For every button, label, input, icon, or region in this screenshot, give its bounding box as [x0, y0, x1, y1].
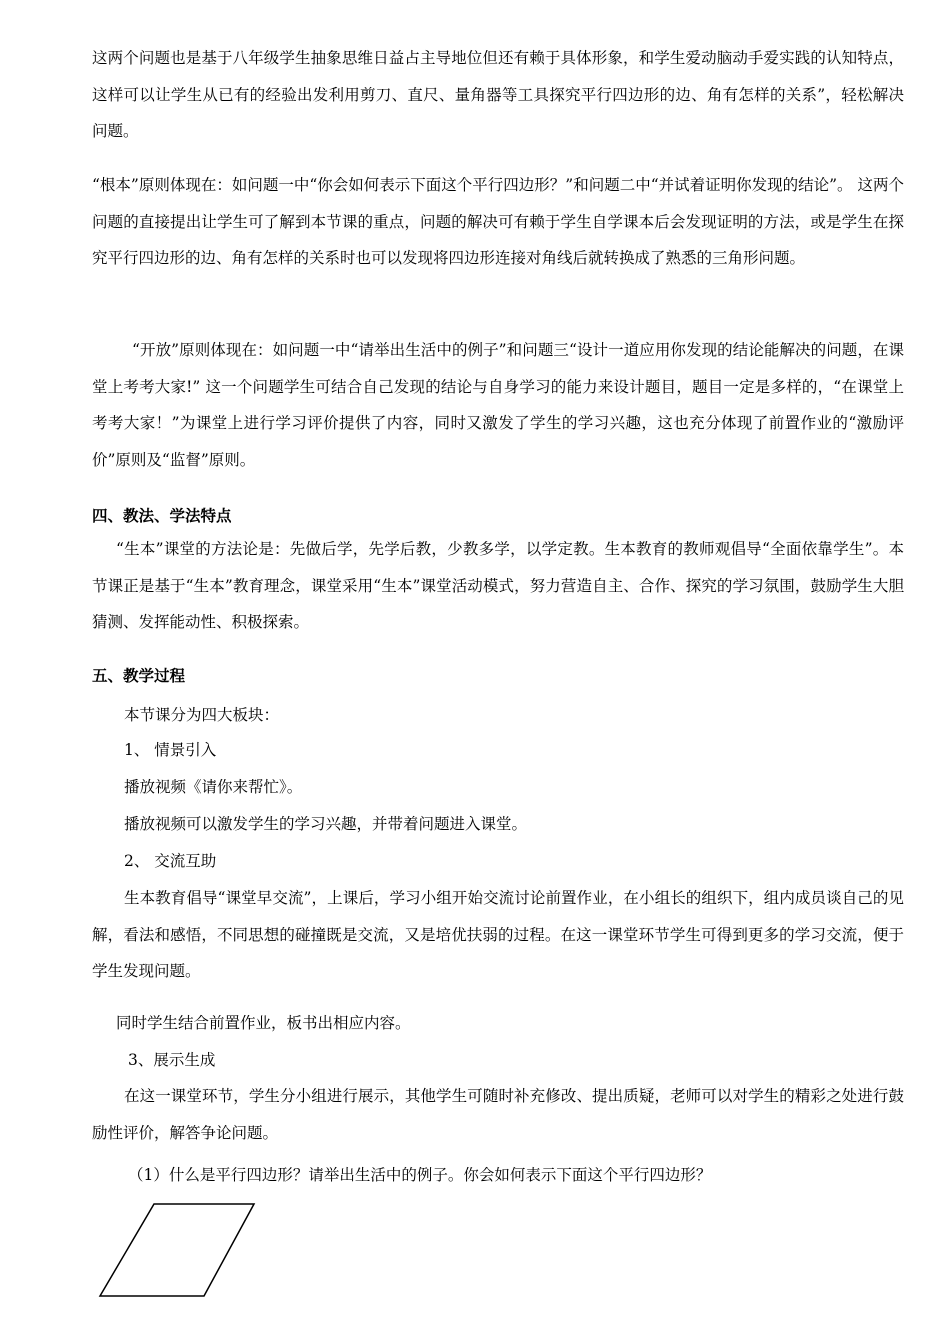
step-2-heading: 2、 交流互助 — [124, 852, 217, 870]
paragraph-student-centered-method: “生本”课堂的方法论是：先做后学，先学后教，少教多学，以学定教。生本教育的教师观倡导“全面依靠学生”。本节课正是基于“生本”教育理念，课堂采用“生本”课堂活动模式，努力营造自主、合作、探究的学习氛围，鼓励学生大胆猜测、发挥能动性、积极探索。 — [92, 540, 904, 631]
paragraph-fundamental-principle: “根本”原则体现在：如问题一中“你会如何表示下面这个平行四边形？”和问题二中“并试着证明你发现的结论”。 这两个问题的直接提出让学生可了解到本节课的重点，问题的解决可有赖于学生自学课本后会发现证明的方法，或是学生在探究平行四边形的边、角有怎样的关系时也可以发现将四边形连接对角线后就转换成了熟悉的三角形问题。 — [92, 176, 904, 267]
section-heading-teaching-process: 五、教学过程 — [92, 667, 186, 685]
parallelogram-shape — [100, 1204, 254, 1296]
paragraph-cognitive-features: 这两个问题也是基于八年级学生抽象思维日益占主导地位但还有赖于具体形象，和学生爱动脑动手爱实践的认知特点，这样可以让学生从已有的经验出发利用剪刀、直尺、量角器等工具探究平行四边形的边、角有怎样的关系”，轻松解决问题。 — [92, 49, 904, 140]
blackboard-line: 同时学生结合前置作业，板书出相应内容。 — [116, 1014, 411, 1032]
parallelogram-figure — [96, 1200, 260, 1302]
step-1-heading: 1、 情景引入 — [124, 741, 217, 759]
intro-line: 本节课分为四大板块： — [124, 706, 280, 724]
video-line: 播放视频《请你来帮忙》。 — [124, 778, 303, 796]
paragraph-early-exchange: 生本教育倡导“课堂早交流”，上课后，学习小组开始交流讨论前置作业，在小组长的组织下，组内成员谈自己的见解，看法和感悟，不同思想的碰撞既是交流，又是培优扶弱的过程。在这一课堂环节学生可得到更多的学习交流，便于学生发现问题。 — [92, 889, 904, 980]
paragraph-open-principle: “开放”原则体现在：如问题一中“请举出生活中的例子”和问题三“设计一道应用你发现的结论能解决的问题，在课堂上考考大家!” 这一个问题学生可结合自己发现的结论与自身学习的能力来设计题目，题目一定是多样的，“在课堂上考考大家！”为课堂上进行学习评价提供了内容，同时又激发了学生的学习兴趣，这也充分体现了前置作业的“激励评价”原则及“监督”原则。 — [92, 341, 904, 469]
video-effect-line: 播放视频可以激发学生的学习兴趣，并带着问题进入课堂。 — [124, 815, 528, 833]
question-1-line: （1）什么是平行四边形？请举出生活中的例子。你会如何表示下面这个平行四边形？ — [128, 1166, 712, 1184]
paragraph-presentation: 在这一课堂环节，学生分小组进行展示，其他学生可随时补充修改、提出质疑，老师可以对学生的精彩之处进行鼓励性评价，解答争论问题。 — [92, 1087, 904, 1142]
section-heading-teaching-methods: 四、教法、学法特点 — [92, 507, 232, 525]
step-3-heading: 3、展示生成 — [128, 1051, 216, 1069]
